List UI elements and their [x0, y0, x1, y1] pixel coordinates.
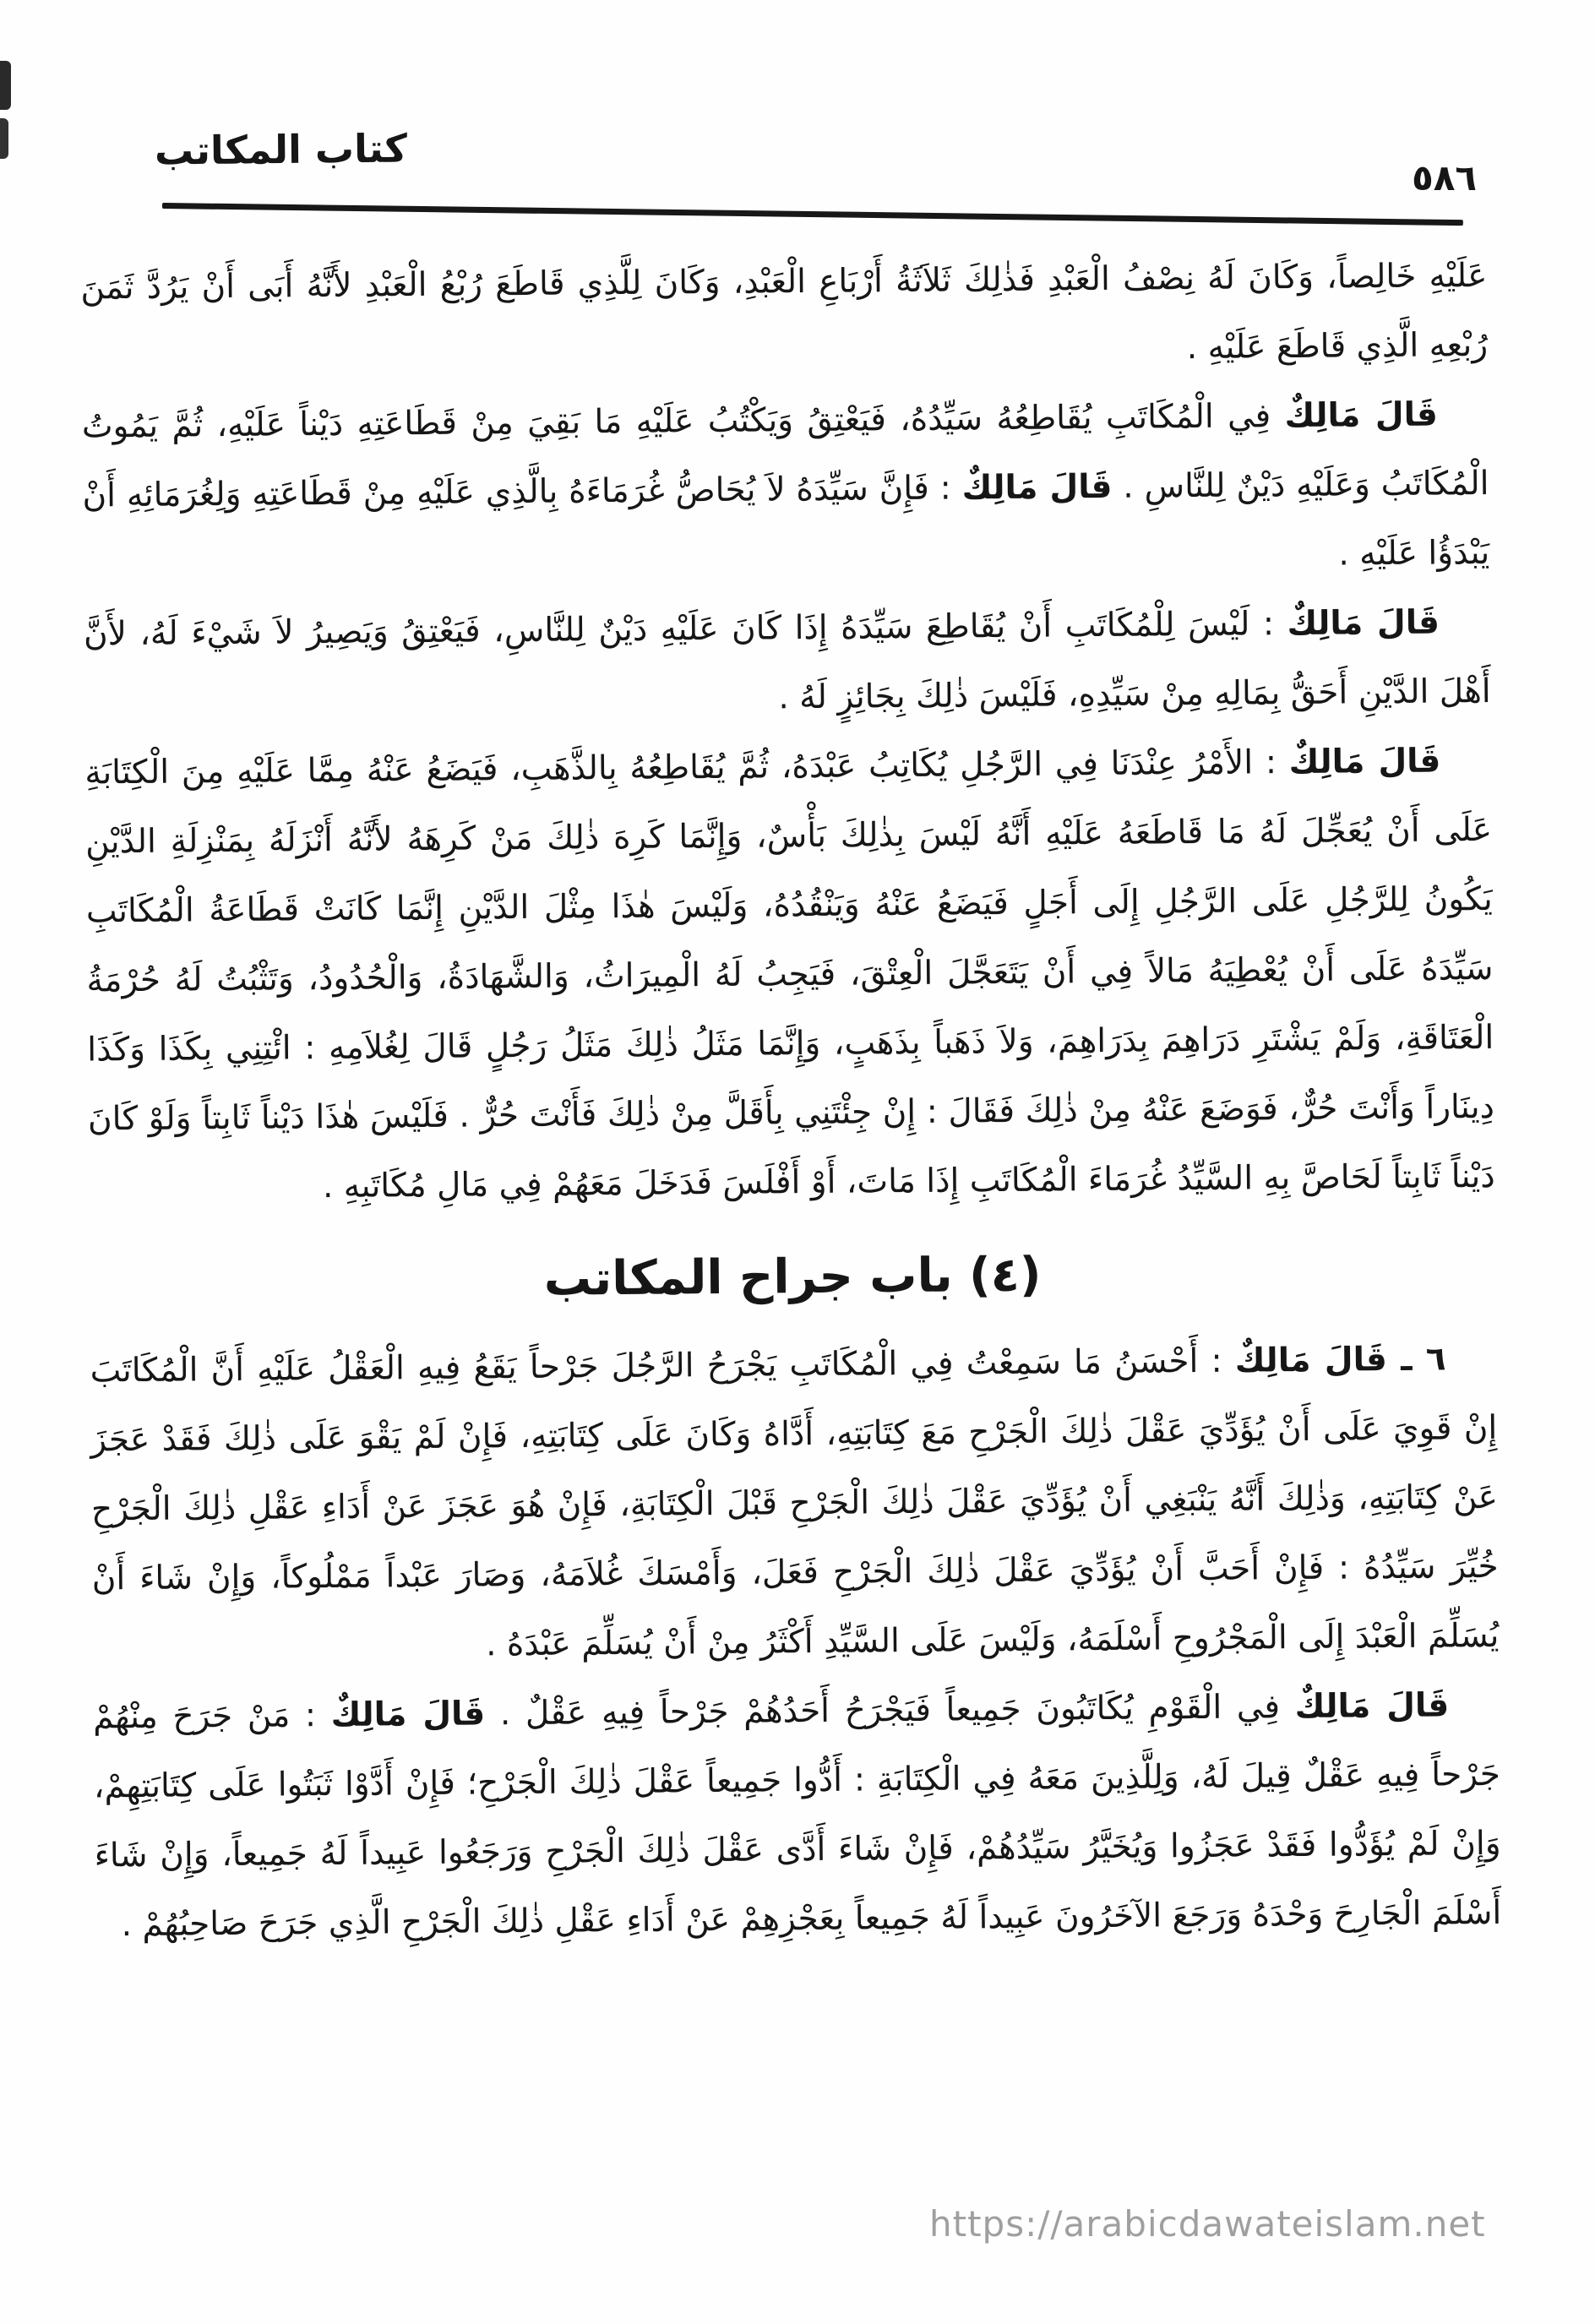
paragraph-text: فِي الْقَوْمِ يُكَاتَبُونَ جَمِيعاً فَيَجْرَحُ أَحَدُهُمْ جَرْحاً فِيهِ عَقْلٌ . [485, 1688, 1295, 1733]
speaker-name: قَالَ مَالِكٌ [1288, 742, 1441, 782]
paragraph [93, 1671, 1502, 1961]
paragraph-text: : لَيْسَ لِلْمُكَاتَبِ أَنْ يُقَاطِعَ سَيِّدَهُ إِذَا كَانَ عَلَيْهِ دَيْنٌ لِلنَّاسِ، فَيَعْتِقُ وَيَصِيرُ لاَ شَيْءَ لَهُ، لأَنَّ أَهْلَ الدَّيْنِ أَحَقُّ بِمَالِهِ مِنْ سَيِّدِهِ، فَلَيْسَ ذٰلِكَ بِجَائِزٍ لَهُ . [83, 605, 1491, 717]
speaker-name: قَالَ مَالِكٌ [1294, 1686, 1450, 1727]
paragraph-text: عَلَيْهِ خَالِصاً، وَكَانَ لَهُ نِصْفُ الْعَبْدِ فَذٰلِكَ ثَلاَثَةُ أَرْبَاعِ الْعَبْدِ، وَكَانَ لِلَّذِي قَاطَعَ رُبْعُ الْعَبْدِ لأَنَّهُ أَبَى أَنْ يَرُدَّ ثَمَنَ رُبْعِهِ الَّذِي قَاطَعَ عَلَيْهِ . [80, 256, 1489, 367]
speaker-name: قَالَ مَالِكٌ [330, 1695, 486, 1735]
speaker-name: قَالَ مَالِكٌ [1284, 395, 1438, 436]
speaker-name: قَالَ مَالِكٌ [961, 467, 1113, 508]
book-title: كتاب المكاتب [154, 125, 408, 174]
paragraph [84, 727, 1495, 1224]
speaker-name: ٦ ـ قَالَ مَالِكٌ [1234, 1340, 1446, 1380]
paragraph-text: : الأَمْرُ عِنْدَنَا فِي الرَّجُلِ يُكَاتِبُ عَبْدَهُ، ثُمَّ يُقَاطِعُهُ بِالذَّهَبِ، فَيَضَعُ عَنْهُ مِمَّا عَلَيْهِ مِنَ الْكِتَابَةِ عَلَى أَنْ يُعَجِّلَ لَهُ مَا قَاطَعَهُ عَلَيْهِ أَنَّهُ لَيْسَ بِذٰلِكَ بَأْسٌ، وَإِنَّمَا كَرِهَ ذٰلِكَ مَنْ كَرِهَهُ لأَنَّهُ أَنْزَلَهُ بِمَنْزِلَةِ الدَّيْنِ يَكُونُ لِلرَّجُلِ عَلَى الرَّجُلِ إِلَى أَجَلٍ فَيَضَعُ عَنْهُ وَيَنْقُدُهُ، وَلَيْسَ هٰذَا مِثْلَ الدَّيْنِ إِنَّمَا كَانَتْ قَطَاعَةُ الْمُكَاتَبِ سَيِّدَهُ عَلَى أَنْ يُعْطِيَهُ مَالاً فِي أَنْ يَتَعَجَّلَ الْعِتْقَ، فَيَجِبُ لَهُ الْمِيرَاثُ، وَالشَّهَادَةُ، وَالْحُدُودُ، وَتَثْبُتُ لَهُ حُرْمَةُ الْعَتَاقَةِ، وَلَمْ يَشْتَرِ دَرَاهِمَ بِدَرَاهِمَ، وَلاَ ذَهَباً بِذَهَبٍ، وَإِنَّمَا مَثَلُ ذٰلِكَ مَثَلُ رَجُلٍ قَالَ لِغُلاَمِهِ : ائْتِنِي بِكَذَا وَكَذَا دِينَاراً وَأَنْتَ حُرٌّ، فَوَضَعَ عَنْهُ مِنْ ذٰلِكَ فَقَالَ : إِنْ جِئْتَنِي بِأَقَلَّ مِنْ ذٰلِكَ فَأَنْتَ حُرٌّ . فَلَيْسَ هٰذَا دَيْناً ثَابِتاً وَلَوْ كَانَ دَيْناً ثَابِتاً لَحَاصَّ بِهِ السَّيِّدُ غُرَمَاءَ الْمُكَاتَبِ إِذَا مَاتَ، أَوْ أَفْلَسَ فَدَخَلَ مَعَهُمْ فِي مَالِ مُكَاتَبِهِ . [84, 743, 1495, 1206]
page-number: ٥٨٦ [1412, 157, 1477, 199]
chapter-heading: (٤) باب جراح المكاتب [543, 1247, 1042, 1307]
paragraph-text: : فَإِنَّ سَيِّدَهُ لاَ يُحَاصُّ غُرَمَاءَهُ بِالَّذِي عَلَيْهِ مِنْ قَطَاعَتِهِ وَلِغُرَمَائِهِ أَنْ يَبْدَؤُا عَلَيْهِ . [82, 469, 1490, 574]
scan-edge-artifact [0, 118, 8, 159]
body-text [80, 242, 1502, 1960]
paragraph [84, 588, 1491, 739]
paragraph-text: فِي الْمُكَاتَبِ يُقَاطِعُهُ سَيِّدُهُ، فَيَعْتِقُ وَيَكْتُبُ عَلَيْهِ مَا بَقِيَ مِنْ قَطَاعَتِهِ دَيْناً عَلَيْهِ، ثُمَّ يَمُوتُ الْمُكَاتَبُ وَعَلَيْهِ دَيْنٌ لِلنَّاسِ . [81, 397, 1489, 506]
header-divider [162, 203, 1463, 226]
paragraph [90, 1325, 1500, 1684]
watermark-url: https://arabicdawateislam.net [929, 2203, 1486, 2245]
paragraph-text: : أَحْسَنُ مَا سَمِعْتُ فِي الْمُكَاتَبِ يَجْرَحُ الرَّجُلَ جَرْحاً يَقَعُ فِيهِ الْعَقْلُ عَلَيْهِ أَنَّ الْمُكَاتَبَ إِنْ قَوِيَ عَلَى أَنْ يُؤَدِّيَ عَقْلَ ذٰلِكَ الْجَرْحِ مَعَ كِتَابَتِهِ، أَدَّاهُ وَكَانَ عَلَى كِتَابَتِهِ، فَإِنْ لَمْ يَقْوَ عَلَى ذٰلِكَ فَقَدْ عَجَزَ عَنْ كِتَابَتِهِ، وَذٰلِكَ أَنَّهُ يَنْبَغِي أَنْ يُؤَدِّيَ عَقْلَ ذٰلِكَ الْجَرْحِ قَبْلَ الْكِتَابَةِ، فَإِنْ هُوَ عَجَزَ عَنْ أَدَاءِ عَقْلِ ذٰلِكَ الْجَرْحِ خُيِّرَ سَيِّدُهُ : فَإِنْ أَحَبَّ أَنْ يُؤَدِّيَ عَقْلَ ذٰلِكَ الْجَرْحِ فَعَلَ، وَأَمْسَكَ غُلاَمَهُ، وَصَارَ عَبْداً مَمْلُوكاً، وَإِنْ شَاءَ أَنْ يُسَلِّمَ الْعَبْدَ إِلَى الْمَجْرُوحِ أَسْلَمَهُ، وَلَيْسَ عَلَى السَّيِّدِ أَكْثَرُ مِنْ أَنْ يُسَلِّمَ عَبْدَهُ . [90, 1342, 1500, 1664]
paragraph [81, 380, 1489, 601]
speaker-name: قَالَ مَالِكٌ [1287, 603, 1440, 644]
paragraph [80, 242, 1488, 393]
paragraph-text: : مَنْ جَرَحَ مِنْهُمْ جَرْحاً فِيهِ عَقْلٌ قِيلَ لَهُ، وَلِلَّذِينَ مَعَهُ فِي الْكِتَابَةِ : أَدُّوا جَمِيعاً عَقْلَ ذٰلِكَ الْجَرْحِ؛ فَإِنْ أَدَّوْا ثَبَتُوا عَلَى كِتَابَتِهِمْ، وَإِنْ لَمْ يُؤَدُّوا فَقَدْ عَجَزُوا وَيُخَيَّرُ سَيِّدُهُمْ، فَإِنْ شَاءَ أَدَّى عَقْلَ ذٰلِكَ الْجَرْحِ وَرَجَعُوا عَبِيداً لَهُ جَمِيعاً، وَإِنْ شَاءَ أَسْلَمَ الْجَارِحَ وَحْدَهُ وَرَجَعَ الآخَرُونَ عَبِيداً لَهُ جَمِيعاً بِعَجْزِهِمْ عَنْ أَدَاءِ عَقْلِ ذٰلِكَ الْجَرْحِ الَّذِي جَرَحَ صَاحِبُهُمْ . [92, 1696, 1502, 1945]
scan-edge-artifact [0, 61, 11, 110]
